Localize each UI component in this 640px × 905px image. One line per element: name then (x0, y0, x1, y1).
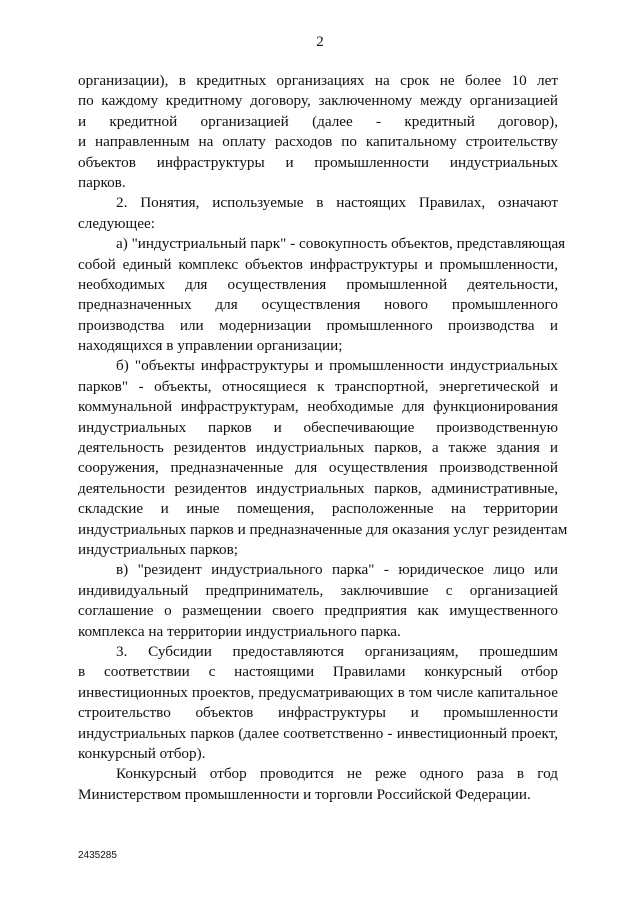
text-line: а) "индустриальный парк" - совокупность объектов, представляющая (116, 235, 566, 253)
text-line: организации), в кредитных организациях на срок не более 10 лет (78, 72, 558, 89)
text-line: в) "резидент индустриального парка" - юридическое лицо или (116, 561, 558, 579)
page-number: 2 (316, 34, 324, 50)
text-line: 2. Понятия, используемые в настоящих Правилах, означают (116, 194, 558, 212)
text-line: индивидуальный предприниматель, заключившие с организацией (78, 581, 558, 599)
document-code: 2435285 (78, 850, 117, 861)
text-line: в соответствии с настоящими Правилами конкурсный отбор (78, 663, 558, 681)
text-line: комплекса на территории индустриального парка. (78, 622, 401, 640)
text-line: по каждому кредитному договору, заключенному между организацией (78, 92, 558, 110)
text-line: производства или модернизации промышленного производства и (78, 316, 558, 334)
text-line: строительство объектов инфраструктуры и промышленности (78, 704, 558, 722)
text-line: индустриальных парков (далее соответственно - инвестиционный проект, (78, 724, 558, 742)
text-line: соглашение о размещении своего предприятия как имущественного (78, 602, 558, 620)
text-line: Конкурсный отбор проводится не реже одного раза в год (116, 765, 558, 783)
text-line: собой единый комплекс объектов инфраструктуры и промышленности, (78, 255, 558, 273)
text-line: инвестиционных проектов, предусматривающих в том числе капитальное (78, 683, 558, 701)
text-line: объектов инфраструктуры и промышленности индустриальных (78, 153, 558, 171)
text-line: индустриальных парков и предназначенные для оказания услуг резидентам (78, 520, 568, 538)
text-line: парков" - объекты, относящиеся к транспортной, энергетической и (78, 377, 558, 395)
text-line: складские и иные помещения, расположенные на территории (78, 500, 558, 518)
text-line: необходимых для осуществления промышленной деятельности, (78, 275, 558, 293)
text-line: конкурсный отбор). (78, 744, 206, 762)
document-body (78, 71, 568, 805)
text-line: коммунальной инфраструктурам, необходимые для функционирования (78, 398, 558, 416)
text-line: Министерством промышленности и торговли Российской Федерации. (78, 785, 531, 803)
text-line: индустриальных парков; (78, 540, 239, 558)
text-line: 3. Субсидии предоставляются организациям, прошедшим (116, 642, 558, 660)
text-line: и направленным на оплату расходов по капитальному строительству (78, 133, 558, 151)
text-line: деятельности резидентов индустриальных парков, административные, (78, 479, 558, 497)
text-line: предназначенных для осуществления нового промышленного (78, 296, 558, 314)
text-line: индустриальных парков и обеспечивающие производственную (78, 418, 558, 436)
text-line: следующее: (78, 214, 155, 232)
text-line: б) "объекты инфраструктуры и промышленности индустриальных (116, 357, 558, 375)
text-line: сооружения, предназначенные для осуществления производственной (78, 459, 558, 477)
text-line: парков. (78, 173, 126, 191)
text-line: находящихся в управлении организации; (78, 337, 343, 355)
text-line: и кредитной организацией (далее - кредитный договор), (78, 112, 558, 130)
text-line: деятельность резидентов индустриальных парков, а также здания и (78, 439, 558, 457)
